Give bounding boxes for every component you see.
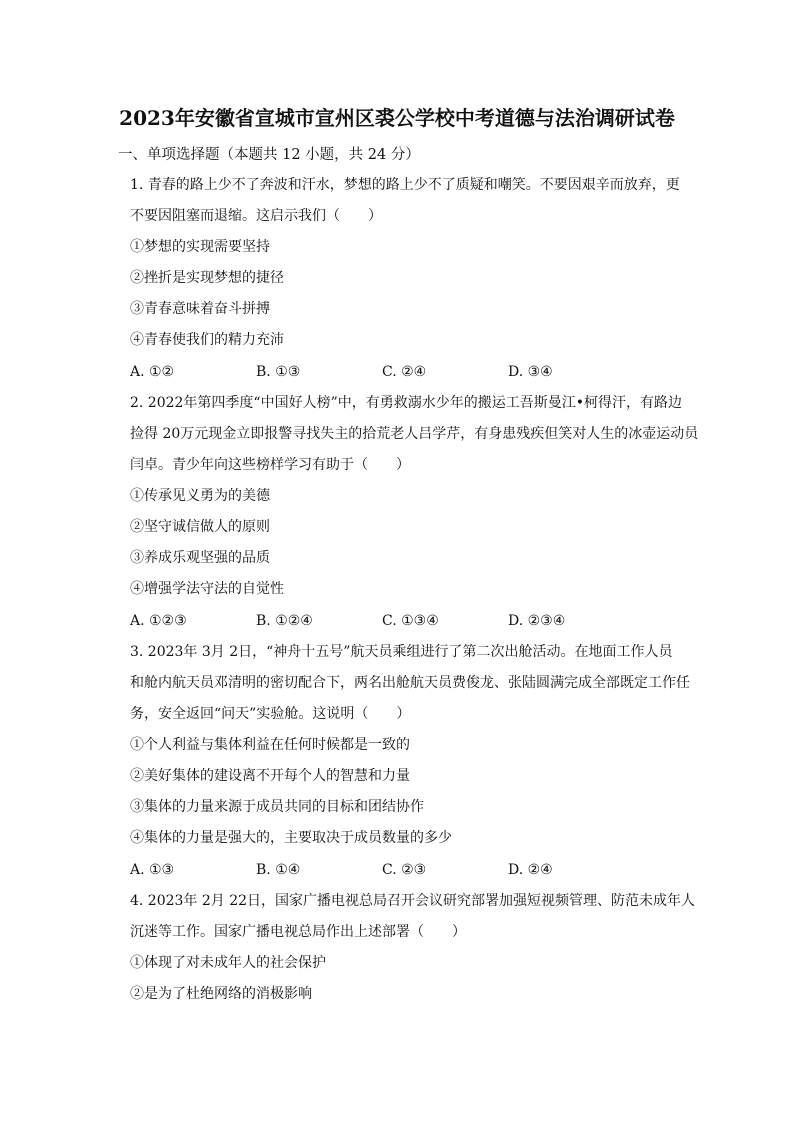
- question-1-item-1: ①梦想的实现需要坚持: [130, 239, 270, 255]
- question-3-item-2: ②美好集体的建设离不开每个人的智慧和力量: [130, 768, 410, 784]
- question-3-option-c: C. ②③: [382, 862, 427, 878]
- section-heading: 一、单项选择题（本题共 12 小题，共 24 分）: [118, 147, 420, 163]
- question-1-option-b: B. ①③: [256, 364, 301, 380]
- question-2-line-1: 2. 2022年第四季度“中国好人榜”中，有勇救溺水少年的搬运工吾斯曼江•柯得汗，有路边: [130, 395, 683, 411]
- question-2-item-3: ③养成乐观坚强的品质: [130, 550, 270, 566]
- question-3-option-d: D. ②④: [508, 862, 553, 878]
- question-4-line-1: 4. 2023年 2月 22日，国家广播电视总局召开会议研究部署加强短视频管理、防范未成年人: [130, 893, 696, 909]
- question-3-line-1: 3. 2023年 3月 2日，“神舟十五号”航天员乘组进行了第二次出舱活动。在地面工作人员: [130, 644, 673, 660]
- question-1-option-c: C. ②④: [382, 364, 427, 380]
- page-title: 2023年安徽省宣城市宣州区裘公学校中考道德与法治调研试卷: [119, 106, 675, 130]
- question-4-line-2: 沉迷等工作。国家广播电视总局作出上述部署（ ）: [130, 924, 466, 940]
- question-1-option-a: A. ①②: [130, 364, 175, 380]
- question-1-line-2: 不要因阻塞而退缩。这启示我们（ ）: [130, 208, 382, 224]
- question-2-item-1: ①传承见义勇为的美德: [130, 488, 270, 504]
- question-1-item-4: ④青春使我们的精力充沛: [130, 332, 284, 348]
- question-2-item-4: ④增强学法守法的自觉性: [130, 581, 284, 597]
- question-2-option-b: B. ①②④: [256, 613, 313, 629]
- question-2-line-3: 闫卓。青少年向这些榜样学习有助于（ ）: [130, 457, 410, 473]
- question-2-option-c: C. ①③④: [382, 613, 439, 629]
- question-1-item-3: ③青春意味着奋斗拼搏: [130, 301, 270, 317]
- question-3-line-2: 和舱内航天员邓清明的密切配合下，两名出舱航天员费俊龙、张陆圆满完成全部既定工作任: [130, 675, 690, 691]
- question-4-item-2: ②是为了杜绝网络的消极影响: [130, 986, 312, 1002]
- question-1-option-d: D. ③④: [508, 364, 553, 380]
- question-2-option-d: D. ②③④: [508, 613, 566, 629]
- question-2-line-2: 捡得 20万元现金立即报警寻找失主的拾荒老人吕学芹，有身患残疾但笑对人生的冰壶运动员: [130, 426, 699, 442]
- question-3-item-4: ④集体的力量是强大的，主要取决于成员数量的多少: [130, 830, 452, 846]
- question-3-option-b: B. ①④: [256, 862, 301, 878]
- question-3-item-1: ①个人利益与集体利益在任何时候都是一致的: [130, 737, 410, 753]
- question-2-item-2: ②坚守诚信做人的原则: [130, 519, 270, 535]
- question-3-option-a: A. ①③: [130, 862, 175, 878]
- question-3-item-3: ③集体的力量来源于成员共同的目标和团结协作: [130, 799, 424, 815]
- question-2-option-a: A. ①②③: [130, 613, 187, 629]
- question-3-line-3: 务，安全返回“问天”实验舱。这说明（ ）: [130, 706, 411, 722]
- question-1-item-2: ②挫折是实现梦想的捷径: [130, 270, 284, 286]
- question-4-item-1: ①体现了对未成年人的社会保护: [130, 955, 326, 971]
- question-1-line-1: 1. 青春的路上少不了奔波和汗水，梦想的路上少不了质疑和嘲笑。不要因艰辛而放弃，更: [130, 177, 680, 193]
